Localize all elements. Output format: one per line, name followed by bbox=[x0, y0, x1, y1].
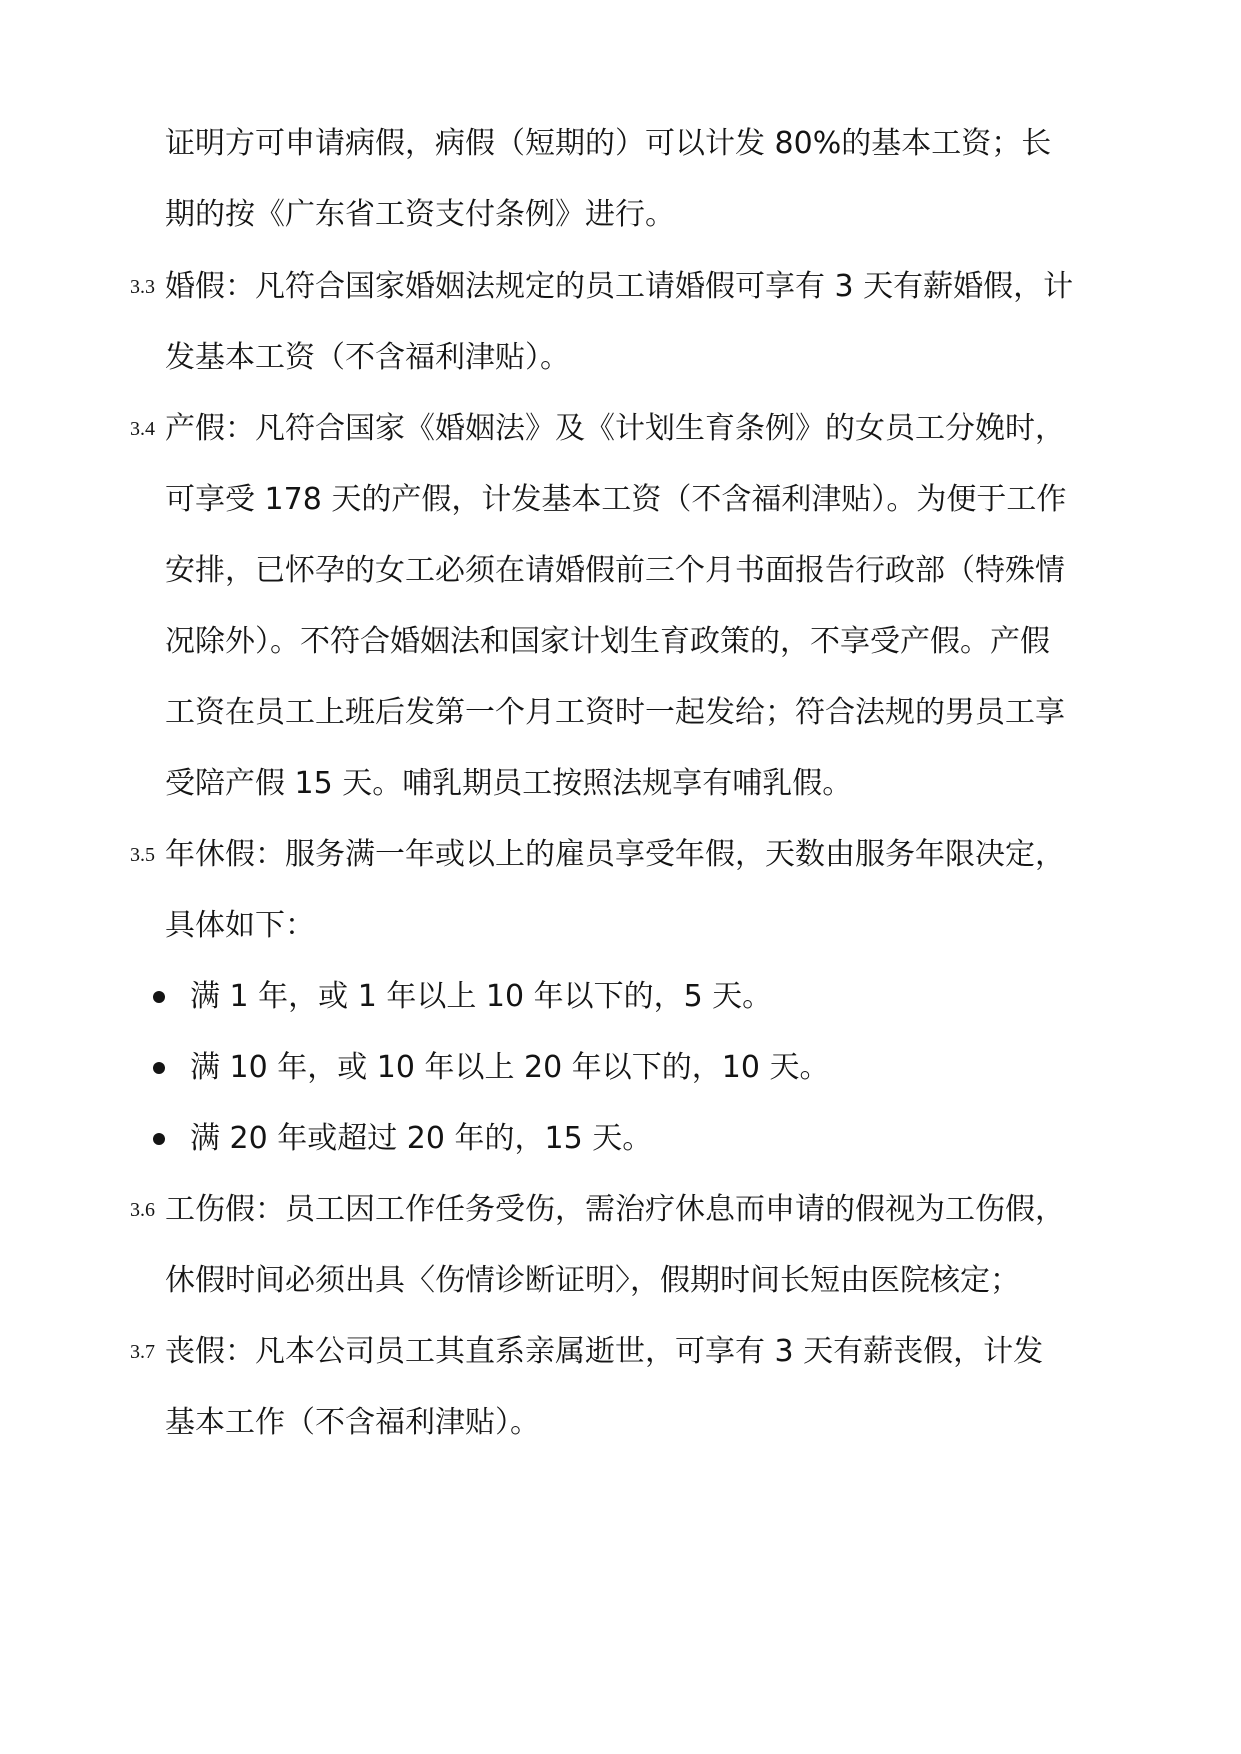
section-3-4-line: 受陪产假 15 天。哺乳期员工按照法规享有哺乳假。 bbox=[165, 766, 853, 801]
intro-line: 证明方可申请病假，病假（短期的）可以计发 80%的基本工资；长 bbox=[165, 126, 1052, 161]
section-3-7-line: 基本工作（不含福利津贴）。 bbox=[165, 1405, 540, 1440]
section-3-3-line: 发基本工资（不含福利津贴）。 bbox=[165, 340, 570, 375]
section-3-4-line: 工资在员工上班后发第一个月工资时一起发给；符合法规的男员工享 bbox=[165, 695, 1065, 730]
section-3-3-line: 婚假：凡符合国家婚姻法规定的员工请婚假可享有 3 天有薪婚假，计 bbox=[165, 269, 1074, 304]
bullet-item: 满 20 年或超过 20 年的，15 天。 bbox=[190, 1121, 653, 1156]
section-3-6-line: 工伤假：员工因工作任务受伤，需治疗休息而申请的假视为工伤假， bbox=[165, 1192, 1065, 1227]
section-3-4-line: 况除外）。不符合婚姻法和国家计划生育政策的，不享受产假。产假 bbox=[165, 624, 1050, 659]
intro-line: 期的按《广东省工资支付条例》进行。 bbox=[165, 197, 675, 232]
section-3-6-line: 休假时间必须出具〈伤情诊断证明〉，假期时间长短由医院核定； bbox=[165, 1263, 1020, 1298]
section-number-3-6: 3.6 bbox=[130, 1199, 155, 1221]
section-3-5-line: 具体如下： bbox=[165, 908, 315, 943]
section-3-7-line: 丧假：凡本公司员工其直系亲属逝世，可享有 3 天有薪丧假，计发 bbox=[165, 1334, 1044, 1369]
bullet-dot-icon bbox=[153, 991, 165, 1003]
section-number-3-4: 3.4 bbox=[130, 418, 155, 440]
section-3-4-line: 产假：凡符合国家《婚姻法》及《计划生育条例》的女员工分娩时， bbox=[165, 411, 1065, 446]
bullet-item: 满 1 年，或 1 年以上 10 年以下的，5 天。 bbox=[190, 979, 773, 1014]
bullet-item: 满 10 年，或 10 年以上 20 年以下的，10 天。 bbox=[190, 1050, 830, 1085]
section-3-5-line: 年休假：服务满一年或以上的雇员享受年假，天数由服务年限决定， bbox=[165, 837, 1065, 872]
section-3-4-line: 安排，已怀孕的女工必须在请婚假前三个月书面报告行政部（特殊情 bbox=[165, 553, 1065, 588]
section-number-3-3: 3.3 bbox=[130, 276, 155, 298]
bullet-dot-icon bbox=[153, 1133, 165, 1145]
section-3-4-line: 可享受 178 天的产假，计发基本工资（不含福利津贴）。为便于工作 bbox=[165, 482, 1067, 517]
section-number-3-7: 3.7 bbox=[130, 1341, 155, 1363]
section-number-3-5: 3.5 bbox=[130, 844, 155, 866]
bullet-dot-icon bbox=[153, 1062, 165, 1074]
